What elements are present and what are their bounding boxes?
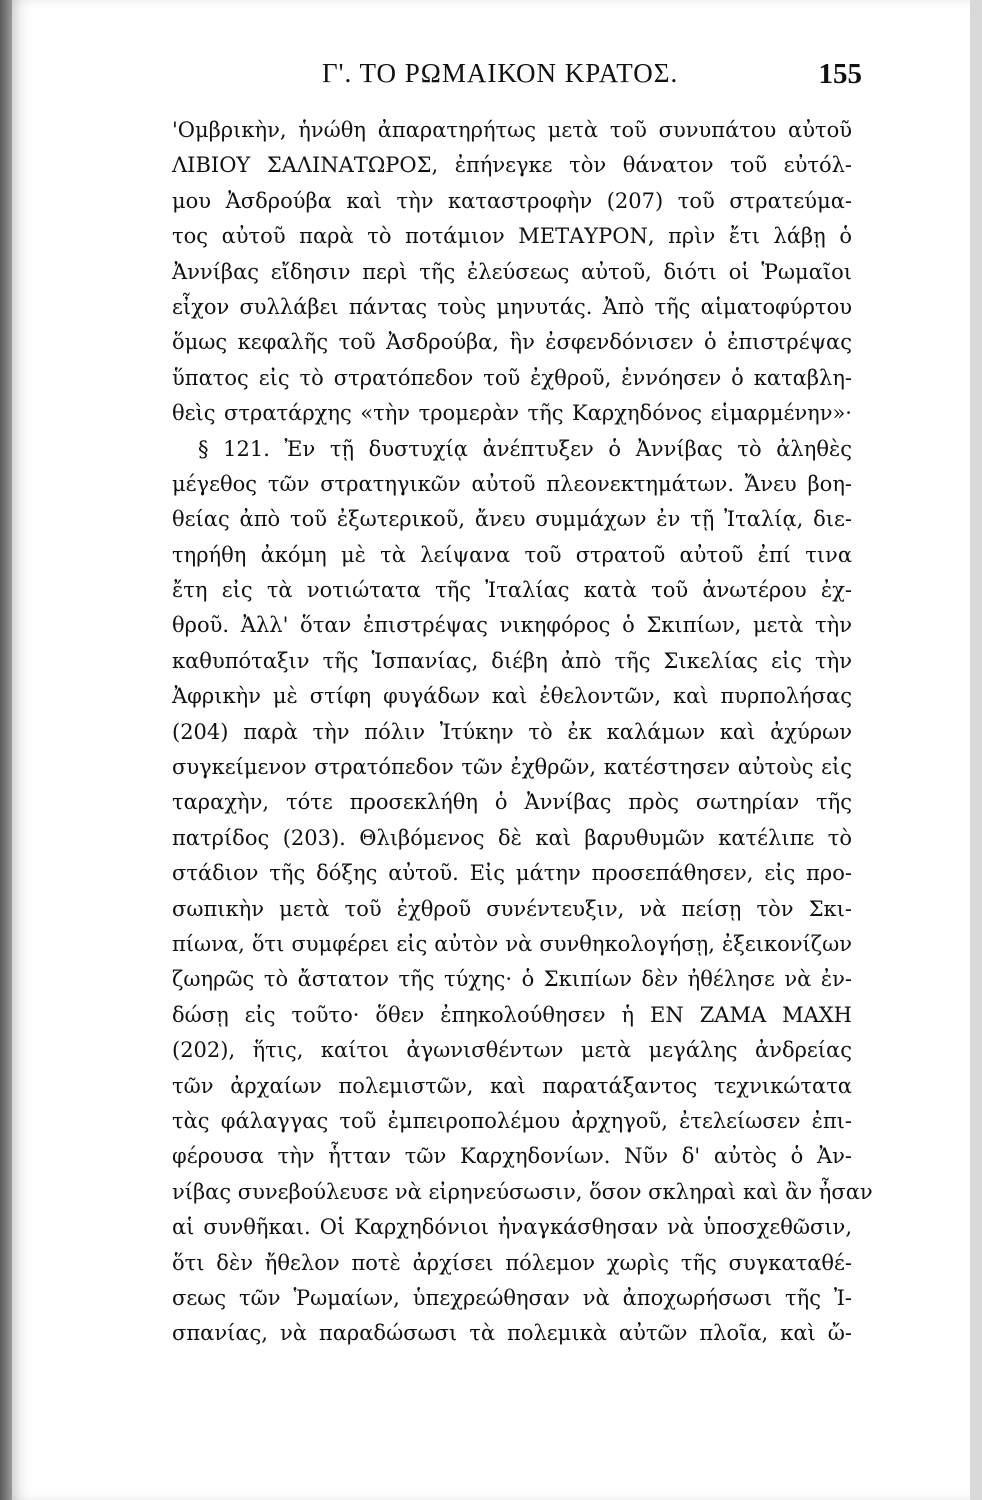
text-line: ταραχὴν, τότε προσεκλήθη ὁ Ἀννίβας πρὸς σωτηρίαν τῆς (172, 790, 852, 815)
running-title: Γ'. ΤΟ ΡΩΜΑΙΚΟΝ ΚΡΑΤΟΣ. (322, 58, 679, 88)
page-number: 155 (818, 58, 862, 90)
text-line: νίβας συνεβούλευσε νὰ εἰρηνεύσωσιν, ὅσον σκληραὶ καὶ ἂν ἦσαν (172, 1179, 873, 1204)
book-gutter (0, 0, 12, 1500)
text-line: θροῦ. Ἀλλ' ὅταν ἐπιστρέψας νικηφόρος ὁ Σκιπίων, μετὰ τὴν (172, 613, 852, 638)
text-line: τηρήθη ἀκόμη μὲ τὰ λείψανα τοῦ στρατοῦ αὐτοῦ ἐπί τινα (172, 542, 852, 567)
text-line: ἔτη εἰς τὰ νοτιώτατα τῆς Ἰταλίας κατὰ τοῦ ἀνωτέρου ἐχ- (172, 578, 852, 603)
page-header (162, 58, 862, 98)
text-line: θείας ἀπὸ τοῦ ἐξωτερικοῦ, ἄνευ συμμάχων ἐν τῇ Ἰταλίᾳ, διε- (172, 507, 852, 532)
text-line: ὅμως κεφαλῆς τοῦ Ἀσδρούβα, ἣν ἐσφενδόνισεν ὁ ἐπιστρέψας (172, 330, 852, 355)
text-line: μου Ἀσδρούβα καὶ τὴν καταστροφὴν (207) τοῦ στρατεύμα- (172, 188, 852, 213)
text-line: αἱ συνθῆκαι. Οἱ Καρχηδόνιοι ἠναγκάσθησαν νὰ ὑποσχεθῶσιν, (172, 1215, 852, 1240)
text-line: καθυπόταξιν τῆς Ἱσπανίας, διέβη ἀπὸ τῆς Σικελίας εἰς τὴν (172, 648, 852, 673)
text-line: 'Ομβρικὴν, ἡνώθη ἀπαρατηρήτως μετὰ τοῦ συνυπάτου αὐτοῦ (172, 118, 852, 142)
book-page (12, 0, 970, 1500)
text-line: ὕπατος εἰς τὸ στρατόπεδον τοῦ ἐχθροῦ, ἐννόησεν ὁ καταβλη- (172, 365, 852, 390)
text-line: θεὶς στρατάρχης «τὴν τρομερὰν τῆς Καρχηδόνος εἱμαρμένην»· (172, 401, 852, 426)
text-line: φέρουσα τὴν ἧτταν τῶν Καρχηδονίων. Νῦν δ' αὐτὸς ὁ Ἀν- (172, 1144, 852, 1169)
text-line: ΛΙΒΙΟΥ ΣΑΛΙΝΑΤΩΡΟΣ, ἐπήνεγκε τὸν θάνατον τοῦ εὐτόλ- (172, 153, 852, 178)
body-text (172, 113, 873, 1352)
text-line: ζωηρῶς τὸ ἄστατον τῆς τύχης· ὁ Σκιπίων δὲν ἠθέλησε νὰ ἐν- (172, 967, 852, 992)
text-line: εἶχον συλλάβει πάντας τοὺς μηνυτάς. Ἀπὸ τῆς αἱματοφύρτου (172, 294, 852, 319)
text-line: (204) παρὰ τὴν πόλιν Ἰτύκην τὸ ἐκ καλάμων καὶ ἀχύρων (172, 719, 852, 744)
text-line: δώσῃ εἰς τοῦτο· ὅθεν ἐπηκολούθησεν ἡ ΕΝ ΖΑΜΑ ΜΑΧΗ (172, 1002, 852, 1027)
section-start-line: § 121. Ἐν τῇ δυστυχίᾳ ἀνέπτυξεν ὁ Ἀννίβας τὸ ἀληθὲς (198, 436, 852, 461)
text-line: (202), ἥτις, καίτοι ἀγωνισθέντων μετὰ μεγάλης ἀνδρείας (172, 1038, 852, 1063)
text-line: ὅτι δὲν ἤθελον ποτὲ ἀρχίσει πόλεμον χωρὶς τῆς συγκαταθέ- (172, 1250, 852, 1275)
text-line: μέγεθος τῶν στρατηγικῶν αὐτοῦ πλεονεκτημάτων. Ἄνευ βοη- (172, 471, 852, 496)
text-line: πίωνα, ὅτι συμφέρει εἰς αὐτὸν νὰ συνθηκολογήσῃ, ἐξεικονίζων (172, 931, 852, 956)
text-line: πατρίδος (203). Θλιβόμενος δὲ καὶ βαρυθυμῶν κατέλιπε τὸ (172, 825, 852, 850)
text-line: συγκείμενον στρατόπεδον τῶν ἐχθρῶν, κατέστησεν αὐτοὺς εἰς (172, 755, 852, 780)
text-line: Ἀφρικὴν μὲ στίφη φυγάδων καὶ ἐθελοντῶν, καὶ πυρπολήσας (172, 684, 852, 709)
text-line: τῶν ἀρχαίων πολεμιστῶν, καὶ παρατάξαντος τεχνικώτατα (172, 1073, 852, 1098)
text-line: σπανίας, νὰ παραδώσωσι τὰ πολεμικὰ αὐτῶν πλοῖα, καὶ ὤ- (172, 1321, 852, 1346)
text-line: σεως τῶν Ῥωμαίων, ὑπεχρεώθησαν νὰ ἀποχωρήσωσι τῆς Ἰ- (172, 1285, 852, 1310)
text-line: τὰς φάλαγγας τοῦ ἐμπειροπολέμου ἀρχηγοῦ, ἐτελείωσεν ἐπι- (172, 1108, 852, 1133)
text-line: σωπικὴν μετὰ τοῦ ἐχθροῦ συνέντευξιν, νὰ πείσῃ τὸν Σκι- (172, 896, 852, 921)
text-line: Ἀννίβας εἴδησιν περὶ τῆς ἐλεύσεως αὐτοῦ, διότι οἱ Ῥωμαῖοι (172, 259, 852, 284)
text-line: τος αὐτοῦ παρὰ τὸ ποτάμιον ΜΕΤΑΥΡΟΝ, πρὶν ἔτι λάβῃ ὁ (172, 224, 852, 249)
text-line: στάδιον τῆς δόξης αὐτοῦ. Εἰς μάτην προσεπάθησεν, εἰς προ- (172, 861, 852, 886)
